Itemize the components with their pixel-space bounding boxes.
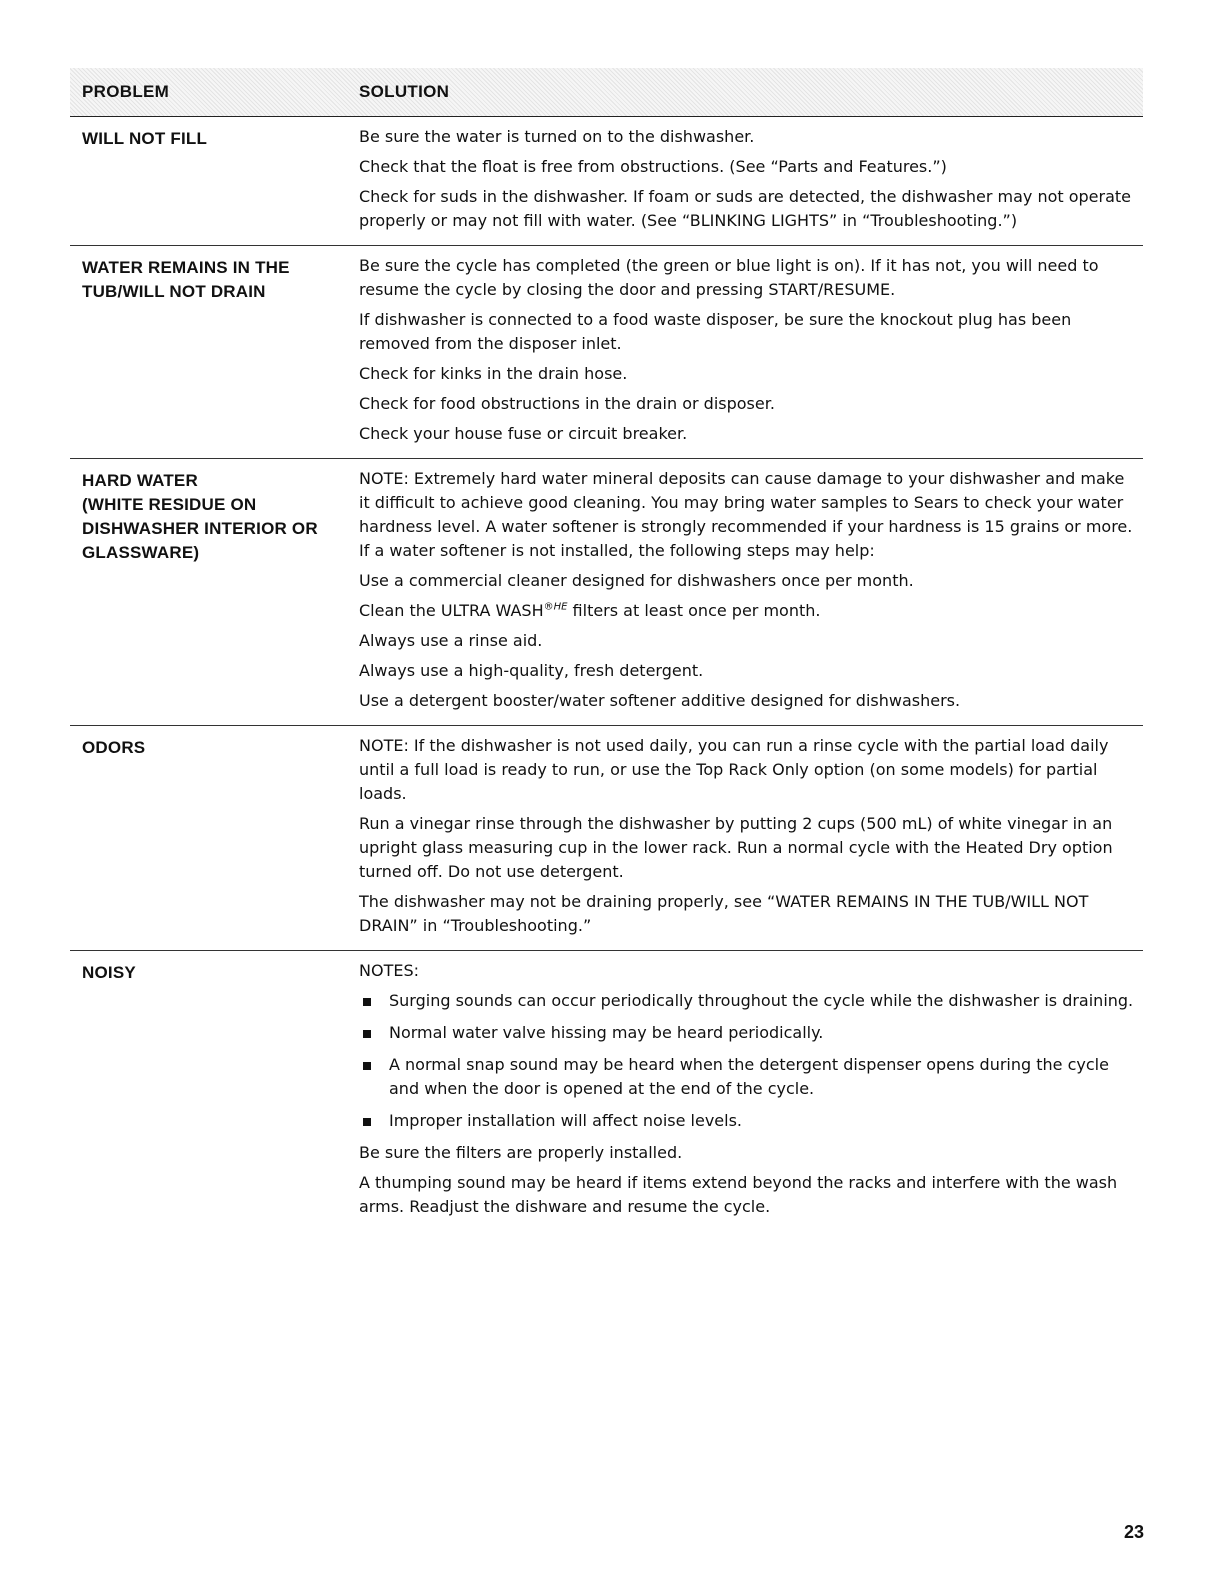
bullet-text: Normal water valve hissing may be heard periodically. <box>389 1023 824 1042</box>
header-problem: PROBLEM <box>82 82 170 101</box>
problem-text: (WHITE RESIDUE ON <box>82 495 257 514</box>
square-bullet-icon <box>363 1118 371 1126</box>
problem-text: WILL NOT FILL <box>82 129 208 148</box>
solution-text: Always use a rinse aid. <box>359 631 543 650</box>
table-row <box>70 951 1143 1231</box>
problem-text: ODORS <box>82 738 146 757</box>
bullet-text: Surging sounds can occur periodically throughout the cycle while the dishwasher is draining. <box>389 991 1134 1010</box>
problem-cell <box>70 959 359 1225</box>
table-header <box>70 68 1143 117</box>
problem-cell <box>70 467 359 719</box>
solution-text: Use a detergent booster/water softener additive designed for dishwashers. <box>359 691 961 710</box>
list-item <box>359 989 1139 1013</box>
problem-cell <box>70 254 359 452</box>
table-row <box>70 246 1143 459</box>
solution-text: Check that the float is free from obstructions. (See “Parts and Features.”) <box>359 157 947 176</box>
troubleshooting-table <box>70 68 1143 1231</box>
solution-cell <box>359 959 1143 1225</box>
problem-text: TUB/WILL NOT DRAIN <box>82 282 266 301</box>
problem-text: GLASSWARE) <box>82 543 200 562</box>
solution-text: Check for kinks in the drain hose. <box>359 364 628 383</box>
list-item <box>359 1021 1139 1045</box>
solution-text: Be sure the filters are properly installed. <box>359 1143 683 1162</box>
bullet-text: Improper installation will affect noise levels. <box>389 1111 743 1130</box>
square-bullet-icon <box>363 1030 371 1038</box>
solution-text: A thumping sound may be heard if items extend beyond the racks and interfere with the wash arms. Readjust the dishware and resume the cycle. <box>359 1173 1118 1216</box>
solution-text-ultra-wash <box>359 599 1139 623</box>
solution-cell <box>359 125 1143 239</box>
solution-text: Use a commercial cleaner designed for dishwashers once per month. <box>359 571 914 590</box>
solution-cell <box>359 734 1143 944</box>
square-bullet-icon <box>363 998 371 1006</box>
list-item <box>359 1053 1139 1101</box>
problem-text: WATER REMAINS IN THE <box>82 258 290 277</box>
solution-cell <box>359 254 1143 452</box>
header-solution: SOLUTION <box>359 82 450 101</box>
notes-label: NOTES: <box>359 961 419 980</box>
solution-text: If dishwasher is connected to a food waste disposer, be sure the knockout plug has been removed from the disposer inlet. <box>359 310 1072 353</box>
solution-text: NOTE: Extremely hard water mineral deposits can cause damage to your dishwasher and make it difficult to achieve good cleaning. You may bring water samples to Sears to check your water hardness level. A water softener is strongly recommended if your hardness is 15 grains or more. If a water softener is not installed, the following steps may help: <box>359 469 1133 560</box>
list-item <box>359 1109 1139 1133</box>
ultra-wash-before: Clean the ULTRA WASH <box>359 601 544 620</box>
solution-text: Be sure the cycle has completed (the green or blue light is on). If it has not, you will need to resume the cycle by closing the door and pressing START/RESUME. <box>359 256 1099 299</box>
solution-text: Check for suds in the dishwasher. If foam or suds are detected, the dishwasher may not operate properly or may not fill with water. (See “BLINKING LIGHTS” in “Troubleshooting.”) <box>359 187 1132 230</box>
solution-cell <box>359 467 1143 719</box>
ultra-wash-after: filters at least once per month. <box>567 601 821 620</box>
page-number: 23 <box>1123 1522 1144 1542</box>
problem-cell <box>70 125 359 239</box>
problem-text: DISHWASHER INTERIOR OR <box>82 519 318 538</box>
solution-text: Check your house fuse or circuit breaker. <box>359 424 688 443</box>
problem-text: NOISY <box>82 963 136 982</box>
bullet-text: A normal snap sound may be heard when the detergent dispenser opens during the cycle and when the door is opened at the end of the cycle. <box>389 1055 1109 1098</box>
square-bullet-icon <box>363 1062 371 1070</box>
table-row <box>70 726 1143 951</box>
solution-text: Be sure the water is turned on to the dishwasher. <box>359 127 755 146</box>
solution-text: Always use a high-quality, fresh detergent. <box>359 661 704 680</box>
solution-text: Check for food obstructions in the drain or disposer. <box>359 394 775 413</box>
problem-cell <box>70 734 359 944</box>
solution-text: Run a vinegar rinse through the dishwasher by putting 2 cups (500 mL) of white vinegar in an upright glass measuring cup in the lower rack. Run a normal cycle with the Heated Dry option turned off. Do not use detergent. <box>359 814 1113 881</box>
ultra-wash-mark: ®HE <box>543 601 568 613</box>
solution-text: The dishwasher may not be draining properly, see “WATER REMAINS IN THE TUB/WILL NOT DRAIN” in “Troubleshooting.” <box>359 892 1089 935</box>
solution-text: NOTE: If the dishwasher is not used daily, you can run a rinse cycle with the partial load daily until a full load is ready to run, or use the Top Rack Only option (on some models) for partial loads. <box>359 736 1109 803</box>
table-row <box>70 117 1143 246</box>
table-row <box>70 459 1143 726</box>
problem-text: HARD WATER <box>82 471 198 490</box>
notes-list <box>359 989 1139 1133</box>
